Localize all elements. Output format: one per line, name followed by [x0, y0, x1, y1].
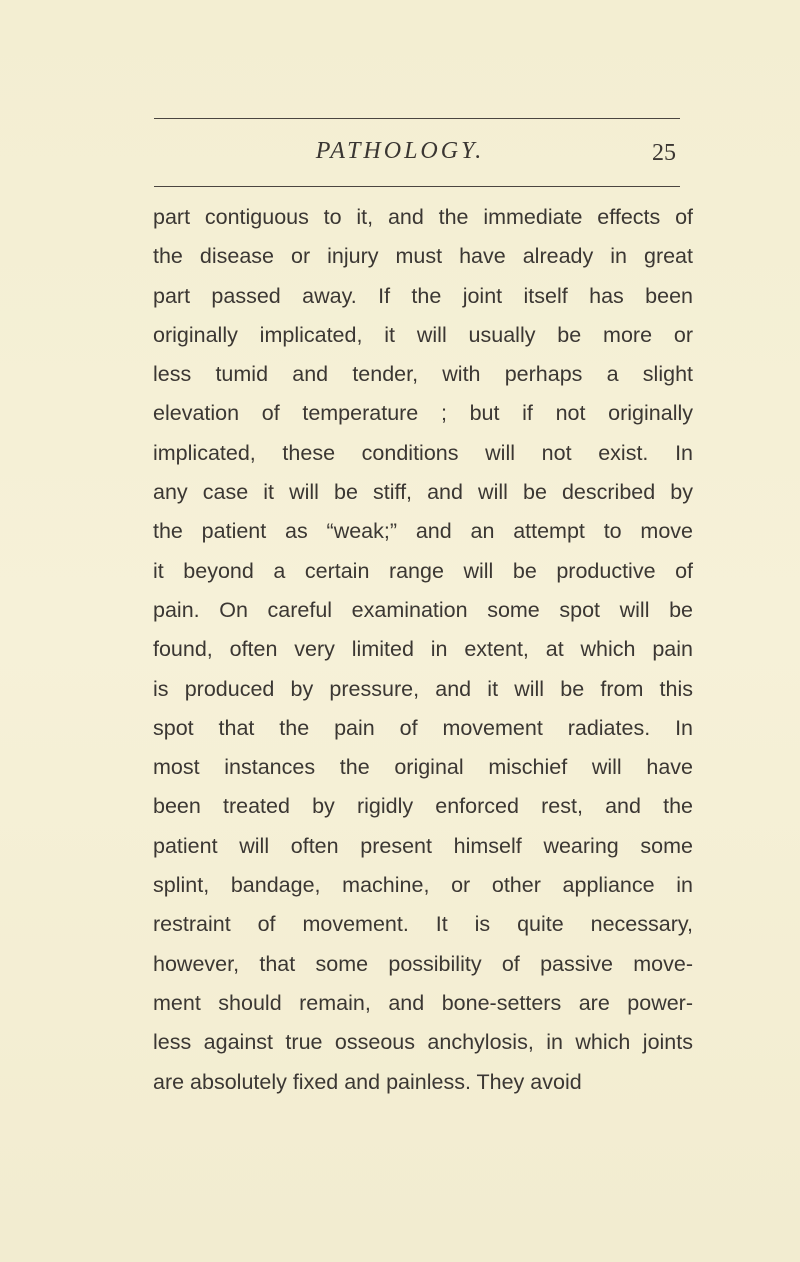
text-line: most instances the original mischief will have — [153, 755, 693, 780]
text-line: however, that some possibility of passive move- — [153, 951, 693, 976]
text-line: any case it will be stiff, and will be described by — [153, 480, 693, 505]
text-line: are absolutely fixed and painless. They avoid — [153, 1069, 582, 1094]
text-line: spot that the pain of movement radiates. In — [153, 715, 693, 740]
header-top-rule — [154, 118, 680, 119]
text-line: splint, bandage, machine, or other appliance in — [153, 873, 693, 898]
text-line: patient will often present himself wearing some — [153, 833, 693, 858]
text-line: pain. On careful examination some spot will be — [153, 597, 693, 622]
body-text — [153, 198, 693, 1102]
text-line: found, often very limited in extent, at which pain — [153, 637, 693, 662]
text-line: restraint of movement. It is quite necessary, — [153, 912, 693, 937]
running-title: PATHOLOGY. — [315, 138, 485, 164]
text-line: been treated by rigidly enforced rest, and the — [153, 794, 693, 819]
page-number: 25 — [652, 140, 676, 166]
text-line: is produced by pressure, and it will be from this — [153, 676, 693, 701]
text-line: the patient as “weak;” and an attempt to move — [153, 519, 693, 544]
text-line: less against true osseous anchylosis, in which joints — [153, 1030, 693, 1055]
text-line: implicated, these conditions will not exist. In — [153, 440, 693, 465]
text-line: part passed away. If the joint itself has been — [153, 283, 693, 308]
text-line: the disease or injury must have already in great — [153, 244, 693, 269]
header-bottom-rule — [154, 186, 680, 187]
text-line: part contiguous to it, and the immediate effects of — [153, 205, 693, 229]
text-line: elevation of temperature ; but if not originally — [153, 401, 693, 426]
text-line: less tumid and tender, with perhaps a slight — [153, 362, 693, 387]
text-line: ment should remain, and bone-setters are power- — [153, 990, 693, 1015]
text-line: it beyond a certain range will be productive of — [153, 558, 693, 583]
text-line: originally implicated, it will usually be more or — [153, 322, 693, 347]
